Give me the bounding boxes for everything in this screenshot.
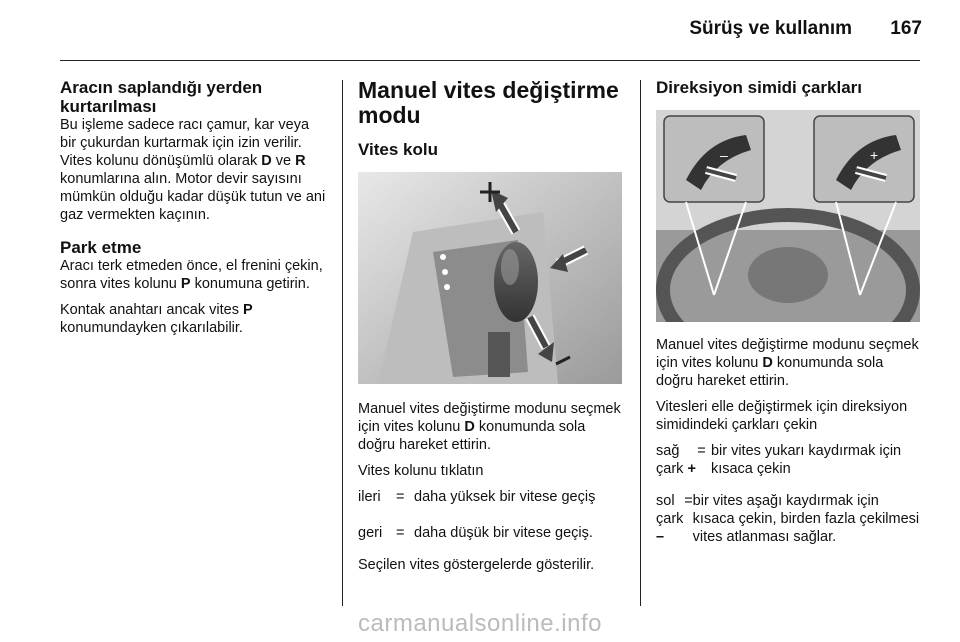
equals-right-paddle: = — [697, 443, 706, 459]
section-title-paddles: Direksiyon simidi çarkları — [656, 78, 862, 97]
section-title-stuck: Aracın saplandığı yerden kurtarılması — [60, 78, 263, 116]
subsection-title-lever: Vites kolu — [358, 140, 438, 159]
column-1 — [60, 78, 328, 337]
page-number: 167 — [890, 18, 922, 39]
term-back: geri — [358, 525, 383, 541]
equals-forward: = — [396, 489, 405, 505]
definition-row-forward — [358, 488, 624, 506]
minus-icon: – — [656, 529, 665, 545]
column-2 — [358, 78, 624, 574]
column-3 — [656, 78, 920, 546]
column-divider-2 — [640, 80, 641, 606]
def-right-paddle: bir vites yukarı kaydırmak için kısaca çekin — [710, 443, 902, 477]
equals-back: = — [396, 525, 405, 541]
paddles-body-2: Vitesleri elle değiştirmek için direksiyon simidindeki çarkları çekin — [656, 399, 908, 433]
header-rule — [60, 60, 920, 61]
definition-row-back — [358, 524, 624, 542]
term-left-paddle: sol çark – — [656, 493, 684, 545]
section-stuck-body: Bu işleme sadece racı çamur, kar veya bir çukurdan kurtarmak için izin verilir. Vites kolunu dönüşümlü olarak D ve R konumlarına alın. Motor devir sayısını mümkün olduğu kadar düşük tutun ve ani gaz vermekten kaçının. — [60, 117, 326, 223]
lever-body-1: Manuel vites değiştirme modunu seçmek için vites kolunu D konumunda sola doğru hareket ettirin. — [358, 401, 621, 453]
lever-body-3: Seçilen vites göstergelerde gösterilir. — [358, 557, 595, 573]
page-header — [0, 18, 960, 48]
section-parking-body-1: Aracı terk etmeden önce, el frenini çekin, sonra vites kolunu P konumuna getirin. — [60, 258, 323, 292]
def-left-paddle: bir vites aşağı kaydırmak için kısaca çekin, birden fazla çekilmesi vites atlanması sağlar. — [692, 493, 920, 545]
plus-icon: + — [687, 461, 696, 477]
gear-lever-illustration — [358, 172, 622, 384]
svg-text:–: – — [720, 147, 728, 163]
definition-row-left-paddle — [656, 492, 920, 546]
column-divider-1 — [342, 80, 343, 606]
term-right-paddle: sağ çark + — [656, 443, 696, 477]
term-forward: ileri — [358, 489, 381, 505]
section-parking-body-2: Kontak anahtarı ancak vites P konumundayken çıkarılabilir. — [60, 302, 253, 336]
svg-text:+: + — [870, 147, 879, 163]
section-title-manual: Manuel vites değiştirme modu — [358, 77, 619, 128]
definition-row-right-paddle — [656, 442, 920, 478]
equals-left-paddle: = — [684, 493, 693, 509]
watermark: carmanualsonline.info — [358, 610, 602, 637]
section-title-parking: Park etme — [60, 238, 142, 257]
def-back: daha düşük bir vitese geçiş. — [414, 525, 593, 541]
lever-body-2: Vites kolunu tıklatın — [358, 463, 484, 479]
paddles-body-1: Manuel vites değiştirme modunu seçmek için vites kolunu D konumunda sola doğru hareket ettirin. — [656, 337, 919, 389]
def-forward: daha yüksek bir vitese geçiş — [414, 489, 596, 505]
header-title: Sürüş ve kullanım — [689, 18, 852, 39]
steering-wheel-paddles-illustration — [656, 110, 920, 322]
